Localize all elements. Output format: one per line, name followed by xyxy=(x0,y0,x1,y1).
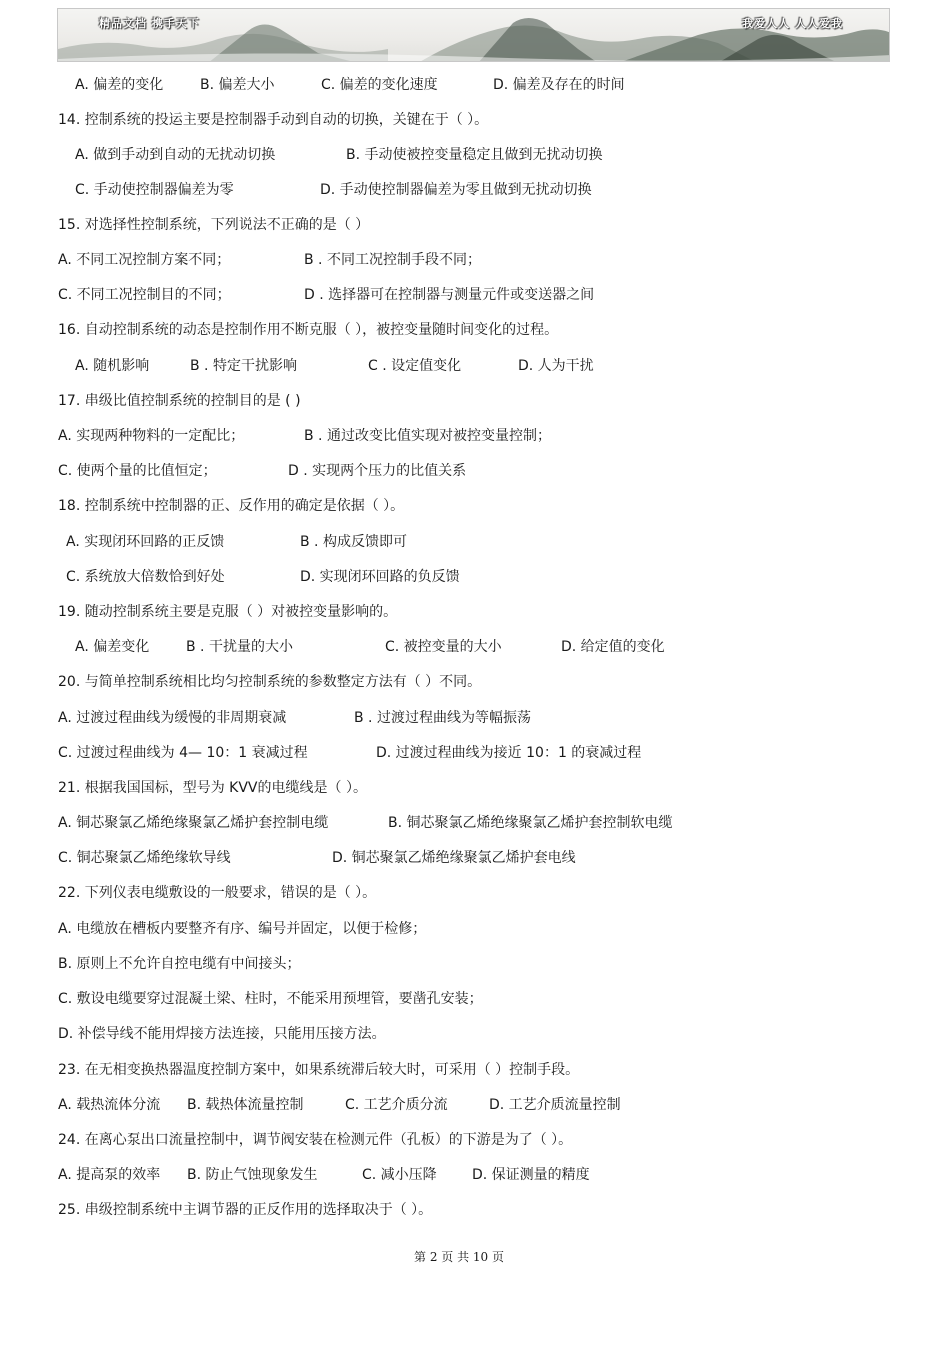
option-line: C. 减小压降 xyxy=(362,1167,437,1183)
option-line: B. 手动使被控变量稳定且做到无扰动切换 xyxy=(346,147,603,163)
option-line: B . 过渡过程曲线为等幅振荡 xyxy=(354,710,531,726)
question-16: 16. 自动控制系统的动态是控制作用不断克服（ ），被控变量随时间变化的过程。 xyxy=(58,322,559,338)
option-line: D. 人为干扰 xyxy=(518,358,594,374)
question-14: 14. 控制系统的投运主要是控制器手动到自动的切换，关键在于（ ）。 xyxy=(58,112,489,128)
header-banner xyxy=(57,8,890,62)
banner-slogan-left: 精品文档 携手天下 xyxy=(99,17,200,30)
option-line: B . 干扰量的大小 xyxy=(186,639,293,655)
option-line: D. 过渡过程曲线为接近 10：1 的衰减过程 xyxy=(376,745,642,761)
option-line: C. 过渡过程曲线为 4— 10：1 衰减过程 xyxy=(58,745,308,761)
option-line: D. 工艺介质流量控制 xyxy=(489,1097,621,1113)
question-18: 18. 控制系统中控制器的正、反作用的确定是依据（ ）。 xyxy=(58,498,405,514)
option-line: A. 随机影响 xyxy=(75,358,150,374)
question-24: 24. 在离心泵出口流量控制中，调节阀安装在检测元件（孔板）的下游是为了（ ）。 xyxy=(58,1132,573,1148)
option-line: A. 提高泵的效率 xyxy=(58,1167,161,1183)
option-line: D . 选择器可在控制器与测量元件或变送器之间 xyxy=(304,287,595,303)
option-line: D. 手动使控制器偏差为零且做到无扰动切换 xyxy=(320,182,592,198)
option-line: C. 使两个量的比值恒定； xyxy=(58,463,217,479)
question-20: 20. 与简单控制系统相比均匀控制系统的参数整定方法有（ ）不同。 xyxy=(58,674,482,690)
option-line: A. 偏差变化 xyxy=(75,639,150,655)
option-line: D . 实现两个压力的比值关系 xyxy=(288,463,467,479)
option-line: D. 铜芯聚氯乙烯绝缘聚氯乙烯护套电线 xyxy=(332,850,576,866)
page-footer: 第 2 页 共 10 页 xyxy=(414,1250,504,1264)
option-line: A. 实现两种物料的一定配比； xyxy=(58,428,245,444)
option-line: C. 敷设电缆要穿过混凝土梁、柱时，不能采用预埋管，要凿孔安装； xyxy=(58,991,483,1007)
option-line: C. 被控变量的大小 xyxy=(385,639,502,655)
option-line: B . 特定干扰影响 xyxy=(190,358,297,374)
option-line: A. 载热流体分流 xyxy=(58,1097,161,1113)
option-line: B. 原则上不允许自控电缆有中间接头； xyxy=(58,956,301,972)
option-line: B. 铜芯聚氯乙烯绝缘聚氯乙烯护套控制软电缆 xyxy=(388,815,673,831)
option-line: B. 载热体流量控制 xyxy=(187,1097,304,1113)
option-line: A. 铜芯聚氯乙烯绝缘聚氯乙烯护套控制电缆 xyxy=(58,815,329,831)
question-25: 25. 串级控制系统中主调节器的正反作用的选择取决于（ ）。 xyxy=(58,1202,433,1218)
option-line: A. 过渡过程曲线为缓慢的非周期衰减 xyxy=(58,710,287,726)
option-line: C. 偏差的变化速度 xyxy=(321,77,438,93)
question-21: 21. 根据我国国标，型号为 KVV的电缆线是（ ）。 xyxy=(58,780,367,796)
question-23: 23. 在无相变换热器温度控制方案中，如果系统滞后较大时，可采用（ ）控制手段。 xyxy=(58,1062,580,1078)
option-line: B . 通过改变比值实现对被控变量控制； xyxy=(304,428,551,444)
option-line: D. 保证测量的精度 xyxy=(472,1167,590,1183)
option-line: D. 偏差及存在的时间 xyxy=(493,77,625,93)
banner-slogan-right: 我爱人人 人人爱我 xyxy=(742,17,843,30)
option-line: C. 手动使控制器偏差为零 xyxy=(75,182,234,198)
option-line: D. 实现闭环回路的负反馈 xyxy=(300,569,460,585)
option-line: D. 补偿导线不能用焊接方法连接，只能用压接方法。 xyxy=(58,1026,386,1042)
question-19: 19. 随动控制系统主要是克服（ ）对被控变量影响的。 xyxy=(58,604,398,620)
option-line: A. 不同工况控制方案不同； xyxy=(58,252,231,268)
option-line: C . 设定值变化 xyxy=(368,358,462,374)
option-line: C. 系统放大倍数恰到好处 xyxy=(66,569,225,585)
option-line: A. 偏差的变化 xyxy=(75,77,164,93)
option-line: B. 防止气蚀现象发生 xyxy=(187,1167,318,1183)
option-line: D. 给定值的变化 xyxy=(561,639,665,655)
option-line: B . 不同工况控制手段不同； xyxy=(304,252,481,268)
question-17: 17. 串级比值控制系统的控制目的是 ( ) xyxy=(58,393,301,409)
option-line: B . 构成反馈即可 xyxy=(300,534,407,550)
question-22: 22. 下列仪表电缆敷设的一般要求，错误的是（ ）。 xyxy=(58,885,377,901)
option-line: C. 工艺介质分流 xyxy=(345,1097,448,1113)
option-line: A. 实现闭环回路的正反馈 xyxy=(66,534,225,550)
option-line: C. 不同工况控制目的不同； xyxy=(58,287,231,303)
option-line: C. 铜芯聚氯乙烯绝缘软导线 xyxy=(58,850,231,866)
question-15: 15. 对选择性控制系统，下列说法不正确的是（ ） xyxy=(58,217,370,233)
option-line: A. 电缆放在槽板内要整齐有序、编号并固定，以便于检修； xyxy=(58,921,427,937)
option-line: B. 偏差大小 xyxy=(200,77,275,93)
option-line: A. 做到手动到自动的无扰动切换 xyxy=(75,147,276,163)
